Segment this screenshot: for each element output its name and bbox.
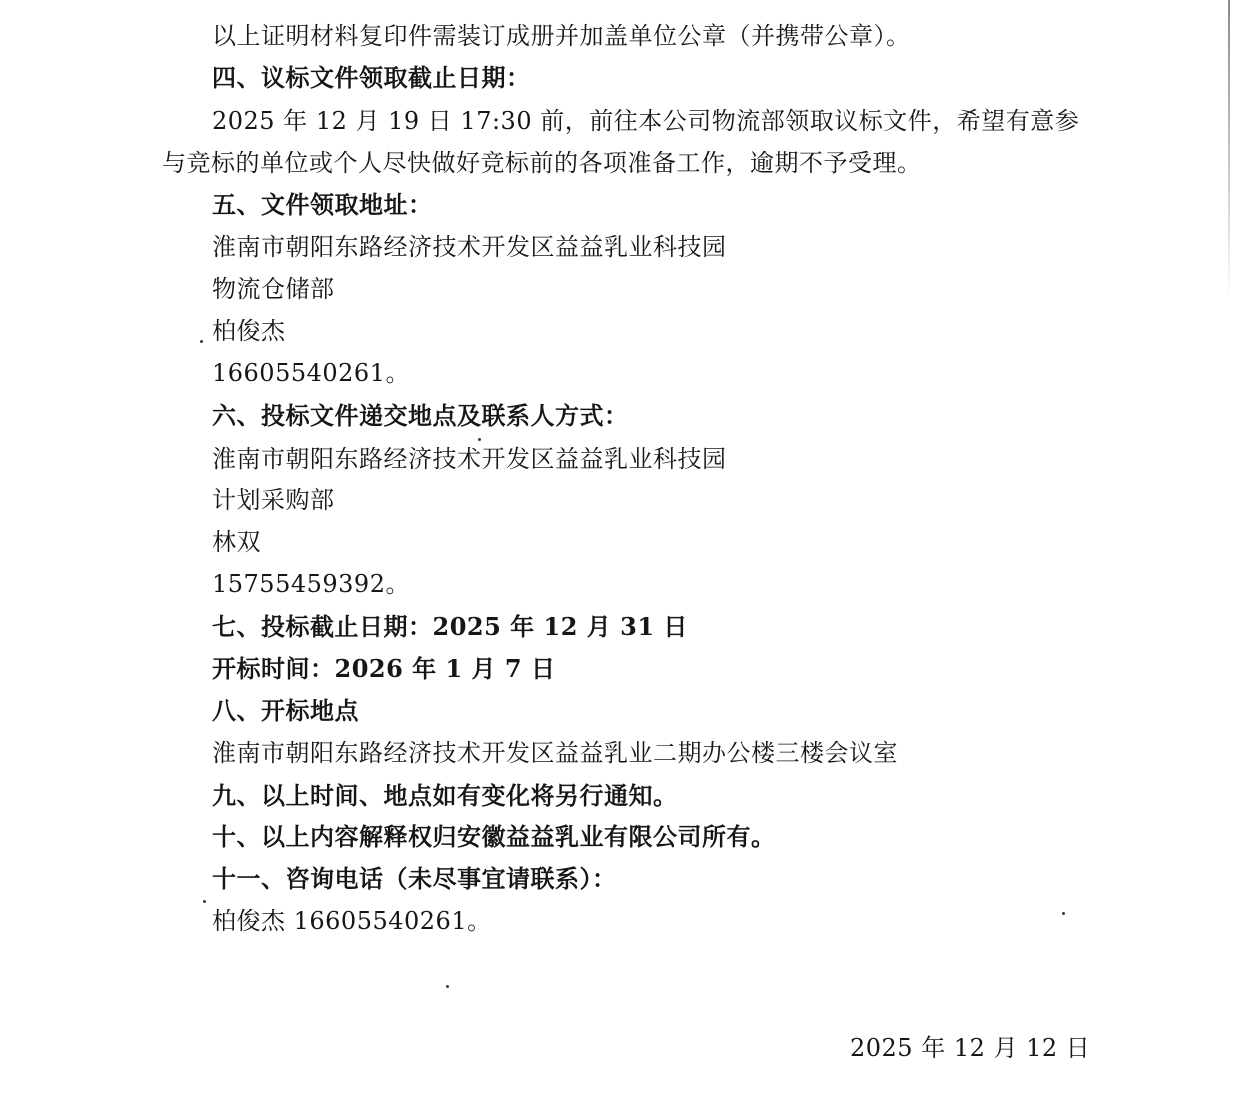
pickup-address: 淮南市朝阳东路经济技术开发区益益乳业科技园 [212, 233, 727, 261]
section-8-heading: 八、开标地点 [212, 696, 359, 725]
section-9-notice: 九、以上时间、地点如有变化将另行通知。 [212, 781, 678, 810]
submission-address: 淮南市朝阳东路经济技术开发区益益乳业科技园 [212, 445, 727, 473]
section-7-bid-deadline: 七、投标截止日期：2025 年 12 月 31 日 [212, 612, 688, 641]
scan-speck [200, 340, 203, 343]
section-11-heading: 十一、咨询电话（未尽事宜请联系）： [212, 864, 617, 893]
document-date: 2025 年 12 月 12 日 [850, 1034, 1091, 1062]
submission-contact-phone: 15755459392。 [212, 570, 410, 598]
scan-speck [446, 985, 449, 988]
consultation-contact: 柏俊杰 16605540261。 [212, 907, 492, 935]
section-6-heading: 六、投标文件递交地点及联系人方式： [212, 401, 629, 430]
section-5-heading: 五、文件领取地址： [212, 190, 433, 219]
section-4-body-line-2: 与竞标的单位或个人尽快做好竞标前的各项准备工作，逾期不予受理。 [162, 149, 922, 177]
scan-speck [1062, 912, 1065, 915]
scan-speck [203, 900, 206, 903]
section-4-heading: 四、议标文件领取截止日期： [212, 63, 531, 92]
pickup-contact-phone: 16605540261。 [212, 359, 410, 387]
pickup-department: 物流仓储部 [212, 275, 335, 303]
pickup-contact-name: 柏俊杰 [212, 317, 286, 345]
submission-contact-name: 林双 [212, 528, 261, 556]
materials-note: 以上证明材料复印件需装订成册并加盖单位公章（并携带公章）。 [212, 22, 911, 50]
bid-opening-time: 开标时间：2026 年 1 月 7 日 [212, 654, 556, 683]
scan-speck [478, 438, 481, 441]
bid-opening-location: 淮南市朝阳东路经济技术开发区益益乳业二期办公楼三楼会议室 [212, 739, 898, 767]
section-4-body-line-1: 2025 年 12 月 19 日 17:30 前，前往本公司物流部领取议标文件，希望有意参 [212, 107, 1080, 135]
section-10-interpretation: 十、以上内容解释权归安徽益益乳业有限公司所有。 [212, 822, 776, 851]
scan-edge-line [1228, 0, 1230, 300]
submission-department: 计划采购部 [212, 486, 335, 514]
